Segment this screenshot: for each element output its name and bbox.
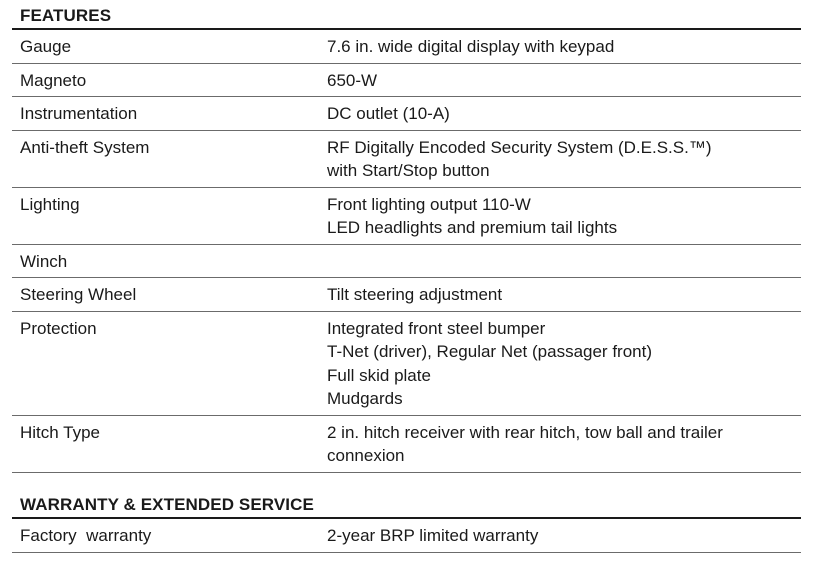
value-line: with Start/Stop button <box>327 161 490 180</box>
value-line: Tilt steering adjustment <box>327 285 503 304</box>
value-line: 650-W <box>327 70 378 90</box>
table-row <box>12 312 801 416</box>
row-value <box>327 35 801 59</box>
value-line: 2 in. hitch receiver with rear hitch, tow ball and trailer <box>327 422 723 442</box>
row-value <box>327 250 801 274</box>
row-value <box>327 69 801 93</box>
warranty-title: WARRANTY & EXTENDED SERVICE <box>12 495 801 519</box>
row-value <box>327 283 801 307</box>
row-label: Magneto <box>20 70 87 90</box>
table-row <box>12 519 801 553</box>
row-label: Gauge <box>20 37 72 56</box>
row-value <box>327 193 801 240</box>
table-row <box>12 188 801 245</box>
value-line: Front lighting output 110-W <box>327 194 531 214</box>
row-label: Instrumentation <box>20 104 138 123</box>
table-row <box>12 97 801 131</box>
warranty-section <box>12 495 801 553</box>
value-line: T-Net (driver), Regular Net (passager front) <box>327 342 652 361</box>
row-label: Hitch Type <box>20 422 101 442</box>
value-line: 7.6 in. wide digital display with keypad <box>327 37 615 56</box>
features-title: FEATURES <box>12 6 801 30</box>
value-line: DC outlet (10-A) <box>327 104 450 123</box>
row-value <box>327 317 801 411</box>
features-section <box>12 6 801 473</box>
value-line: Integrated front steel bumper <box>327 318 546 338</box>
row-label: Steering Wheel <box>20 285 137 304</box>
table-row <box>12 64 801 98</box>
row-label: Factory warranty <box>20 526 152 545</box>
value-line: Full skid plate <box>327 365 431 385</box>
value-line: LED headlights and premium tail lights <box>327 218 618 237</box>
table-row <box>12 416 801 473</box>
row-label: Winch <box>20 251 68 271</box>
row-value <box>327 136 801 183</box>
table-row <box>12 278 801 312</box>
row-value <box>327 421 801 468</box>
table-row <box>12 131 801 188</box>
row-value <box>327 524 801 548</box>
value-line: RF Digitally Encoded Security System (D.E.S.S.™) <box>327 137 712 157</box>
table-row <box>12 245 801 279</box>
value-line: 2-year BRP limited warranty <box>327 526 539 545</box>
row-label: Protection <box>20 318 97 338</box>
value-line: Mudgards <box>327 389 403 408</box>
table-row <box>12 30 801 64</box>
row-label: Anti-theft System <box>20 137 150 157</box>
row-value <box>327 102 801 126</box>
value-line <box>327 250 801 274</box>
row-label: Lighting <box>20 194 80 214</box>
value-line: connexion <box>327 446 405 465</box>
